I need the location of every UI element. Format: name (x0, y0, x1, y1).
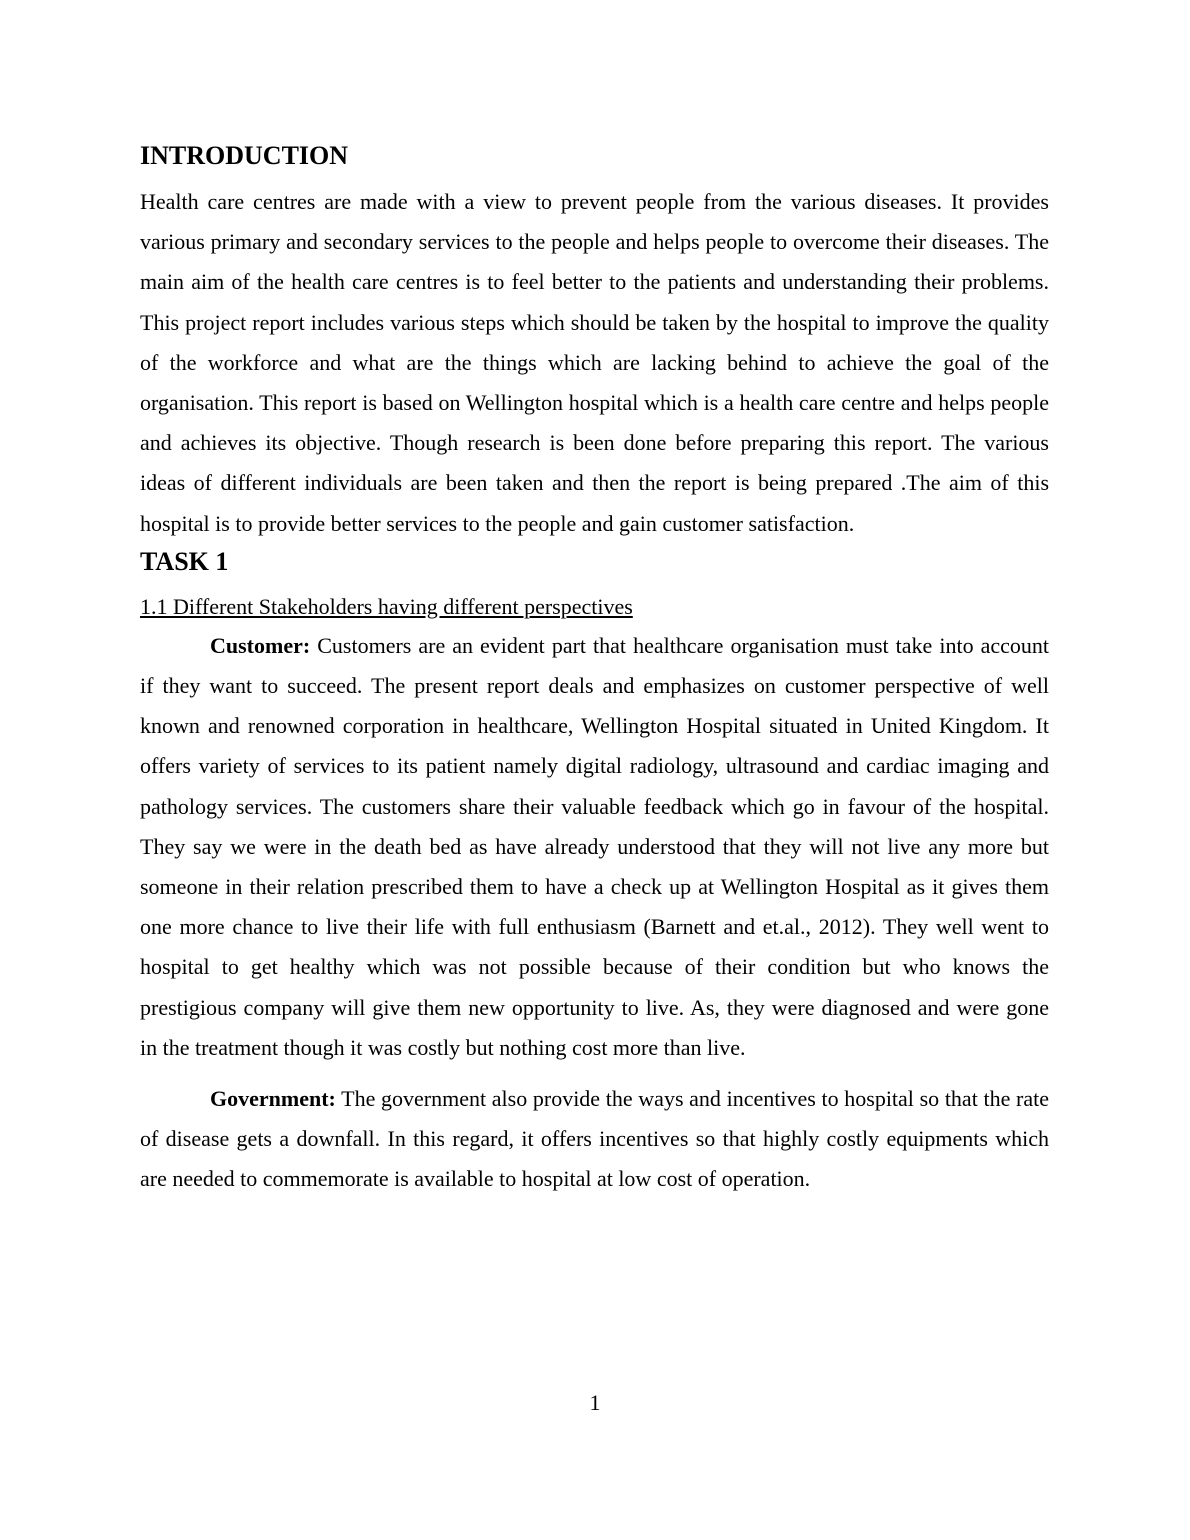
introduction-paragraph: Health care centres are made with a view to prevent people from the various diseases. It provides various primary and secondary services to the people and helps people to overcome their diseases. The main aim of the health care centres is to feel better to the patients and understanding their problems. This project report includes various steps which should be taken by the hospital to improve the quality of the workforce and what are the things which are lacking behind to achieve the goal of the organisation. This report is based on Wellington hospital which is a health care centre and helps people and achieves its objective. Though research is been done before preparing this report. The various ideas of different individuals are been taken and then the report is being prepared .The aim of this hospital is to provide better services to the people and gain customer satisfaction. (140, 189, 1049, 536)
government-paragraph (140, 1079, 1049, 1200)
customer-label: Customer: (210, 632, 311, 658)
task-1-heading: TASK 1 (140, 546, 229, 576)
page-content (140, 138, 1049, 1200)
customer-text: Customers are an evident part that healthcare organisation must take into account if they want to succeed. The present report deals and emphasizes on customer perspective of well known and renowned corporation in healthcare, Wellington Hospital situated in United Kingdom. It offers variety of services to its patient namely digital radiology, ultrasound and cardiac imaging and pathology services. The customers share their valuable feedback which go in favour of the hospital. They say we were in the death bed as have already understood that they will not live any more but someone in their relation prescribed them to have a check up at Wellington Hospital as it gives them one more chance to live their life with full enthusiasm (Barnett and et.al., 2012). They well went to hospital to get healthy which was not possible because of their condition but who knows the prestigious company will give them new opportunity to live. As, they were diagnosed and were gone in the treatment though it was costly but nothing cost more than live. (140, 632, 1049, 1060)
customer-paragraph (140, 626, 1049, 1068)
introduction-heading: INTRODUCTION (140, 141, 349, 170)
section-1-1-subheading: 1.1 Different Stakeholders having different perspectives (140, 593, 633, 619)
government-text: The government also provide the ways and incentives to hospital so that the rate of disease gets a downfall. In this regard, it offers incentives so that highly costly equipments which are needed to commemorate is available to hospital at low cost of operation. (140, 1086, 1049, 1192)
page-number: 1 (589, 1390, 601, 1415)
government-label: Government: (210, 1086, 336, 1112)
